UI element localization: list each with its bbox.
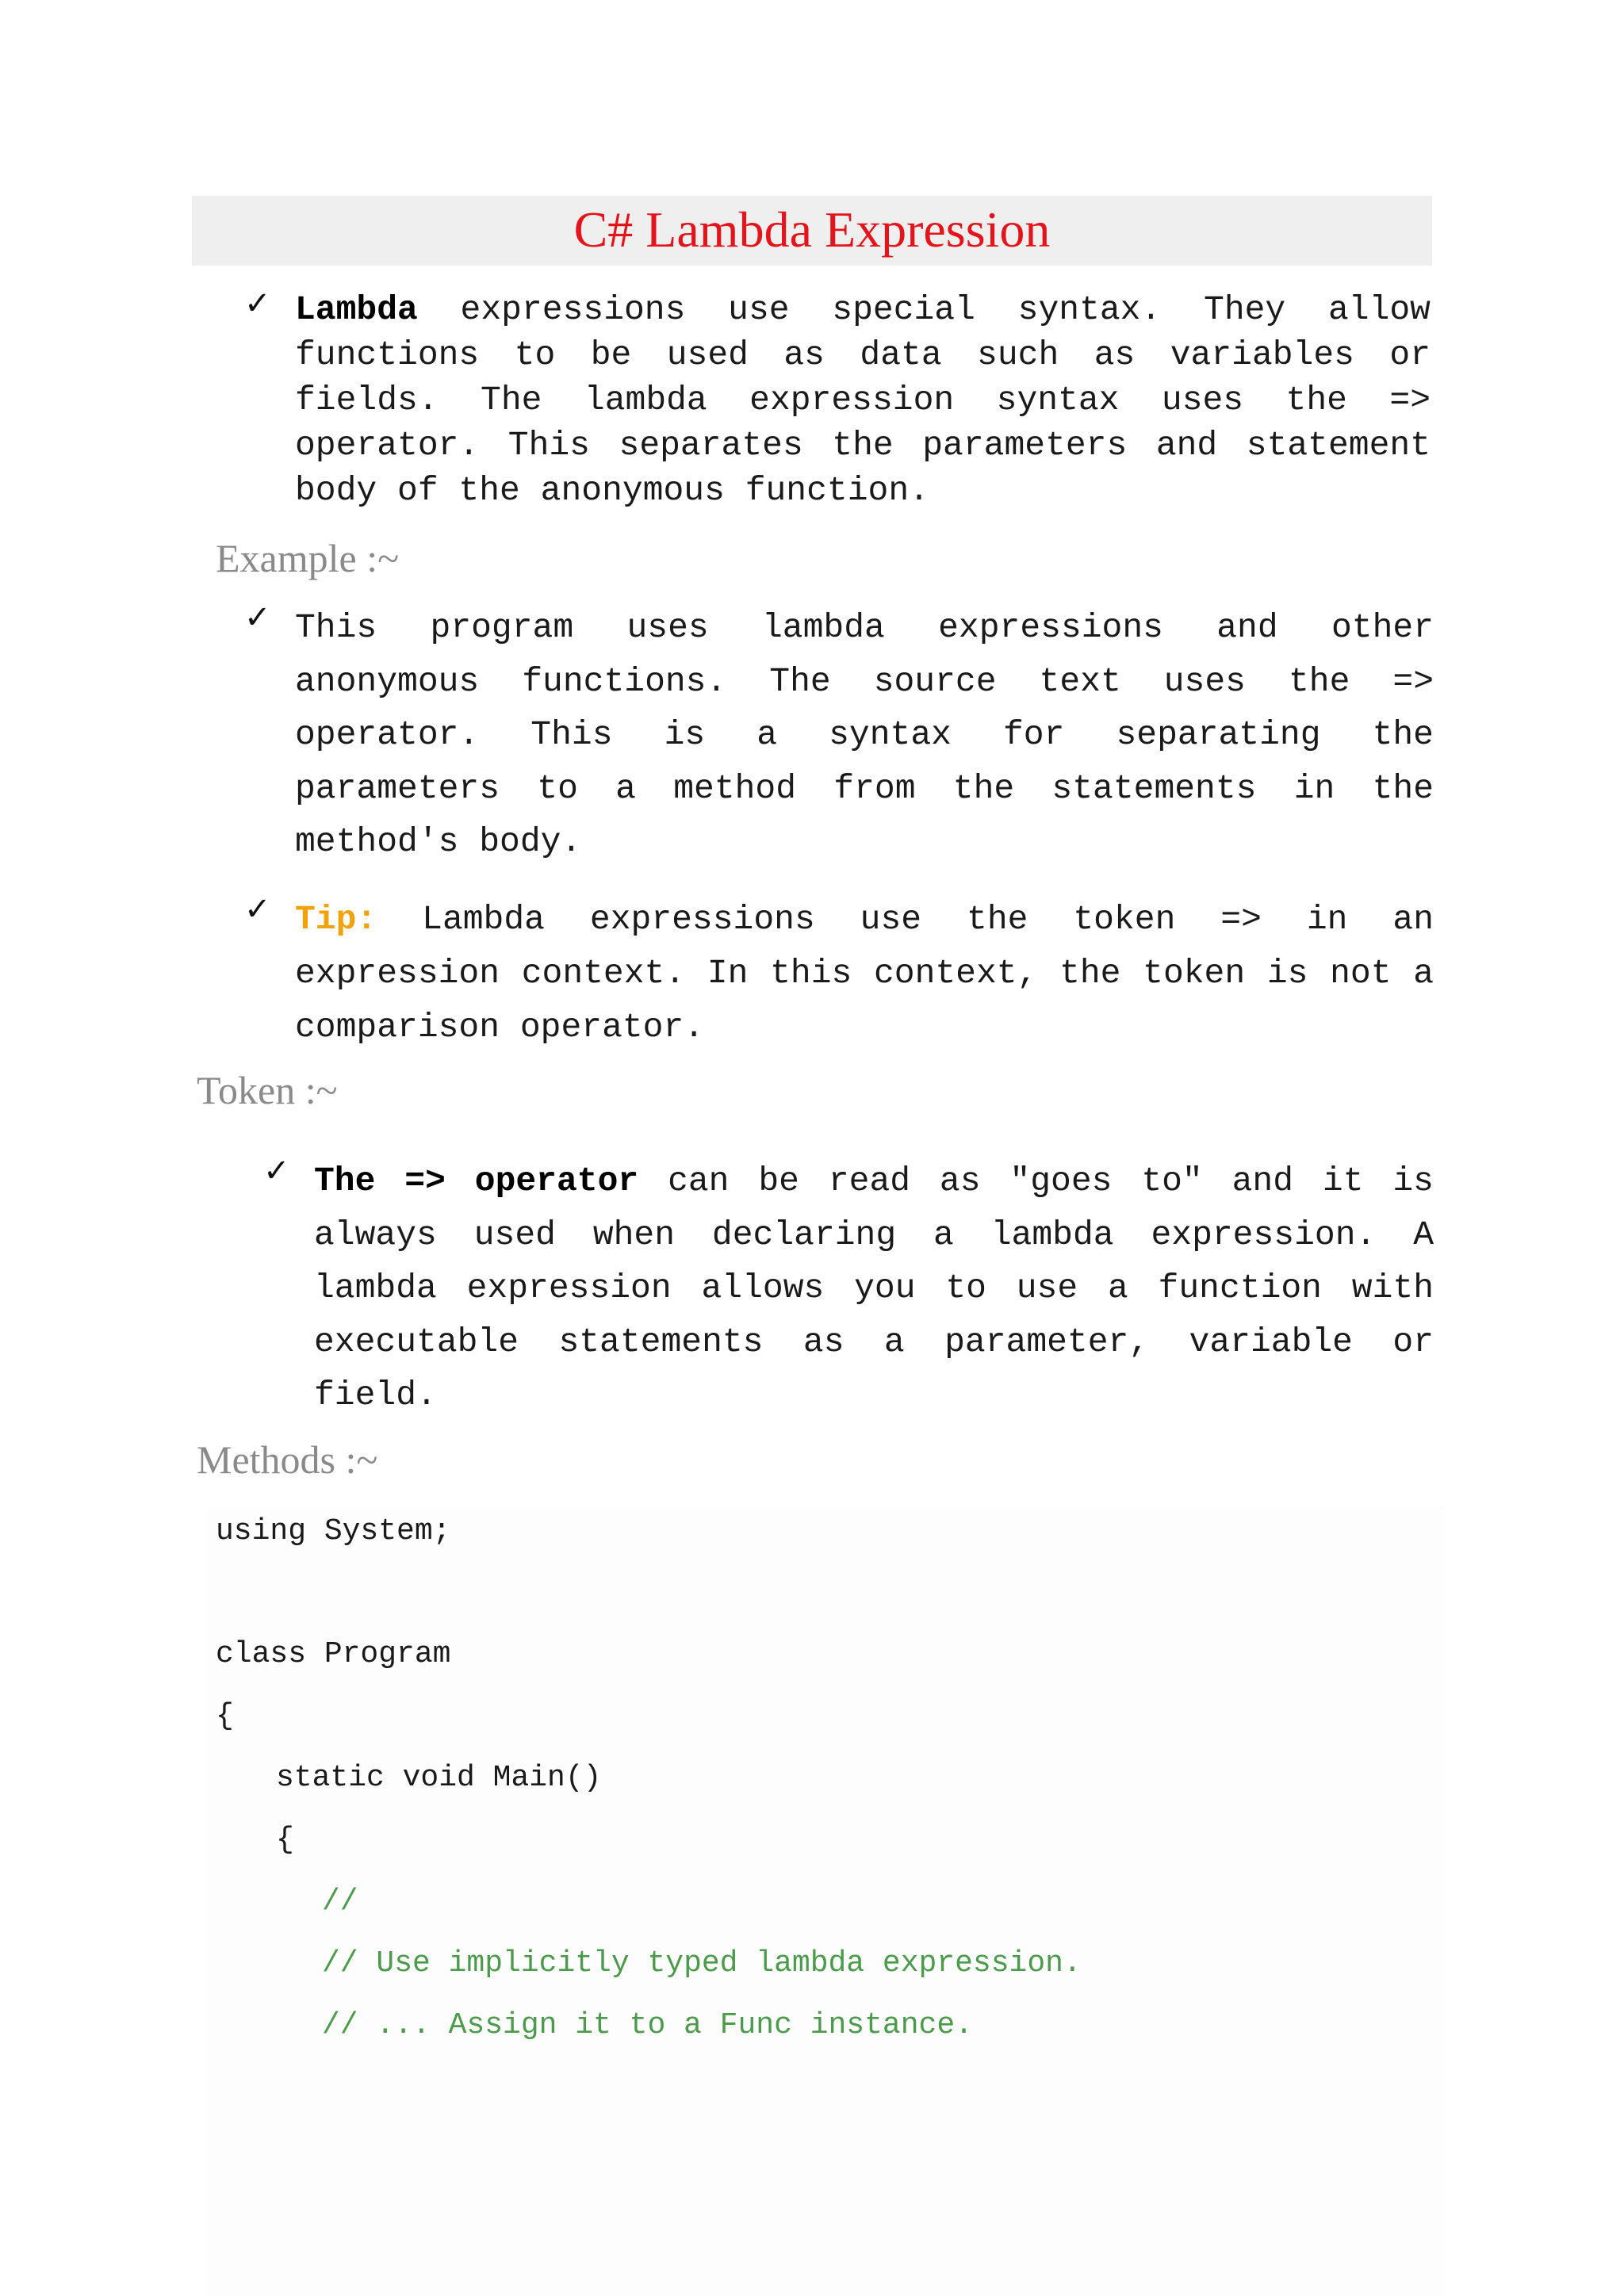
code-comment: //: [322, 1885, 358, 1919]
token-heading: Token :~: [197, 1068, 338, 1112]
code-block: [208, 1506, 1445, 2296]
code-line: {: [276, 1823, 294, 1857]
bullet-program-text: This program uses lambda expressions and other anonymous functions. The source text uses the => operator. This is a syntax for separating the parameters to a method from the statements in the method's body.: [295, 608, 1434, 861]
bullet-lambda-text: [295, 287, 1431, 513]
bullet-operator-body: can be read as "goes to" and it is always used when declaring a lambda expression. A lambda expression allows you to use a function with executable statements as a parameter, variable or field.: [314, 1161, 1434, 1414]
code-comment: // Use implicitly typed lambda expression.: [322, 1946, 1082, 1980]
code-line: using System;: [216, 1514, 451, 1548]
code-line: static void Main(): [276, 1761, 602, 1795]
code-line: {: [216, 1699, 234, 1733]
bullet-tip-body: Lambda expressions use the token => in an expression context. In this context, the token is not a comparison operator.: [295, 900, 1434, 1047]
bullet-lambda-body: expressions use special syntax. They allow functions to be used as data such as variables or fields. The lambda expression syntax uses the => operator. This separates the parameters and statement body of the anonymous function.: [295, 290, 1431, 510]
bullet-operator-bold: The => operator: [314, 1161, 639, 1200]
methods-heading: Methods :~: [197, 1437, 378, 1482]
bullet-lambda-bold: Lambda: [295, 290, 418, 329]
check-icon: ✓: [244, 891, 271, 928]
example-heading: Example :~: [216, 536, 400, 580]
bullet-tip-text: [295, 893, 1434, 1054]
code-comment: // ... Assign it to a Func instance.: [322, 2008, 973, 2042]
check-icon: ✓: [244, 599, 271, 636]
tip-label: Tip:: [295, 900, 377, 939]
title-bar: [192, 196, 1432, 266]
code-line: class Program: [216, 1637, 451, 1671]
check-icon: ✓: [263, 1153, 290, 1189]
check-icon: ✓: [244, 285, 271, 322]
bullet-operator-text: [314, 1154, 1434, 1422]
page-title: C# Lambda Expression: [573, 201, 1051, 258]
